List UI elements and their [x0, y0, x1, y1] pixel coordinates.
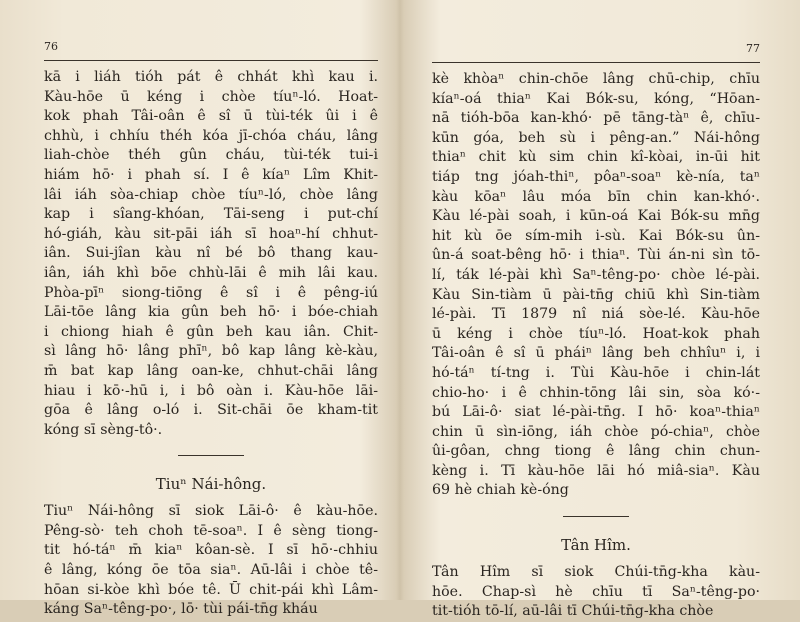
right-page-body: [432, 70, 760, 622]
text-line: hó-táⁿ tí-tng i. Tùi Kàu-hōe i chin-lát: [432, 364, 760, 381]
right-page: [400, 0, 800, 620]
text-line: Kàu Sin-tiàm ū pài-tn̄g chiū khì Sin-tiàm: [432, 286, 760, 303]
text-line: gōa ê lâng o-ló i. Sit-chāi ōe kham-tit: [44, 402, 378, 419]
paragraph: [44, 68, 378, 440]
text-line: hó-giáh, kàu sit-pāi iáh sī hoaⁿ-hí chhut-: [44, 225, 378, 242]
header-rule: [432, 62, 760, 63]
text-line: kèng i. Tī kàu-hōe lāi hó miâ-siaⁿ. Kàu: [432, 462, 760, 479]
text-line: lí, ták lé-pài khì Saⁿ-têng-po· chòe lé-pài.: [432, 266, 760, 283]
left-page-body: [44, 68, 378, 620]
right-page-header: [432, 42, 760, 64]
text-line: thiaⁿ chit kù sim chin kî-kòai, in-ūi hit: [432, 149, 760, 166]
text-line: hōan si-kòe khì bóe tê. Ū chit-pái khì Lâm-: [44, 581, 378, 598]
text-line: hōe. Chap-sì hè chīu tī Saⁿ-têng-po·: [432, 583, 760, 600]
text-line: lé-pài. Tī 1879 nî niá sòe-lé. Kàu-hōe: [432, 306, 760, 323]
paragraph: [432, 563, 760, 622]
text-line: tit hó-táⁿ m̄ kiaⁿ kôan-sè. I sī hō·-chhiu: [44, 542, 378, 559]
text-line: Lāi-tōe lâng kia gûn beh hō· i bóe-chiah: [44, 304, 378, 321]
text-line: tiáp tng jóah-thiⁿ, pôaⁿ-soaⁿ kè-nía, taⁿ: [432, 168, 760, 185]
paragraph: [432, 70, 760, 501]
section-divider: [432, 501, 760, 531]
text-line: kóng sī sèng-tô·.: [44, 421, 163, 438]
text-line: tit-tióh tō-lí, aū-lâi tī Chúi-tn̄g-kha chòe: [432, 603, 714, 620]
text-line: kap i sîang-khóan, Tāi-seng i put-chí: [44, 206, 378, 223]
text-line: Kàu lé-pài soah, i kūn-oá Kai Bók-su mn̄g: [432, 208, 760, 225]
section-heading: Tiuⁿ Nái-hông.: [155, 475, 267, 494]
text-line: iân. Sui-jîan kàu nî bé bô thang kau-: [44, 245, 378, 262]
text-line: kūn góa, beh sù i pêng-an.” Nái-hông: [432, 129, 760, 146]
left-page-header: [44, 40, 378, 62]
text-line: iân, iáh khì bōe chhù-lāi ê mih lâi kau.: [44, 264, 378, 281]
text-line: káng Saⁿ-têng-po·, lō· tùi pái-tn̄g kháu: [44, 601, 318, 618]
page-number: 76: [44, 40, 58, 53]
text-line: kok phah Tâi-oân ê sî ū tùi-ték ûi i ê: [44, 108, 378, 125]
text-line: sì lâng hō· lâng phīⁿ, bô kap lâng kè-kàu,: [44, 343, 378, 360]
text-line: ū kéng i chòe tíuⁿ-ló. Hoat-kok phah: [432, 325, 760, 342]
text-line: lâi iáh sòa-chiap chòe tíuⁿ-ló, chòe lâng: [44, 186, 378, 203]
text-line: bú Lāi-ô· siat lé-pài-tn̄g. I hō· koaⁿ-thiaⁿ: [432, 404, 760, 421]
text-line: chio-ho· i ê chhin-tōng lâi sin, sòa kó·-: [432, 384, 760, 401]
text-line: Phòa-pīⁿ siong-tiōng ê sî i ê pêng-iú: [44, 284, 378, 301]
text-line: Pêng-sò· teh choh tē-soaⁿ. I ê sèng tiong-: [44, 522, 378, 539]
text-line: i chiong hiah ê gûn beh kau iân. Chit-: [44, 323, 378, 340]
text-line: Tâi-oân ê sî ū pháiⁿ lâng beh chhîuⁿ i, i: [432, 345, 760, 362]
text-line: ê lâng, kóng ōe tōa siaⁿ. Aū-lâi i chòe tê-: [44, 562, 378, 579]
text-line: kàu kōaⁿ lâu móa bīn chin kan-khó·.: [432, 188, 760, 205]
text-line: hit kù ōe sím-mih i-sù. Kai Bók-su ûn-: [432, 227, 760, 244]
section-divider: [44, 440, 378, 470]
text-line: kíaⁿ-oá thiaⁿ Kai Bók-su, kóng, “Hōan-: [432, 90, 760, 107]
text-line: hiau i kō·-hū i, i bô oàn i. Kàu-hōe lāi-: [44, 382, 378, 399]
left-page: [0, 0, 400, 618]
text-line: 69 hè chiah kè-óng: [432, 482, 569, 499]
text-line: kā i liáh tióh pát ê chhát khì kau i.: [44, 69, 378, 85]
text-line: ûn-á soat-bêng hō· i thiaⁿ. Tùi án-ni sìn tō-: [432, 247, 760, 264]
text-line: Tân Hîm sī siok Chúi-tn̄g-kha kàu-: [432, 564, 760, 581]
text-line: chin ū sìn-iōng, iáh chòe pó-chiaⁿ, chòe: [432, 423, 760, 440]
text-line: ûi-gôan, chng tiong ê lâng chin chun-: [432, 443, 760, 460]
section-heading: Tân Hîm.: [561, 536, 631, 555]
text-line: Kàu-hōe ū kéng i chòe tíuⁿ-ló. Hoat-: [44, 88, 378, 105]
text-line: nā tióh-bōa kan-khó· pē tāng-tàⁿ ê, chīu-: [432, 110, 760, 127]
text-line: Tiuⁿ Nái-hông sī siok Lāi-ô· ê kàu-hōe.: [44, 503, 378, 520]
header-rule: [44, 60, 378, 61]
text-line: kè khòaⁿ chin-chōe lâng chū-chip, chīu: [432, 71, 760, 87]
text-line: liah-chòe théh gûn cháu, tùi-ték tui-i: [44, 147, 378, 164]
text-line: chhù, i chhíu théh kóa jī-chóa cháu, lâng: [44, 127, 378, 144]
text-line: hiám hō· i phah sí. I ê kíaⁿ Lîm Khit-: [44, 166, 378, 183]
paragraph: [44, 502, 378, 620]
page-number: 77: [746, 42, 760, 55]
text-line: m̄ bat kap lâng oan-ke, chhut-chāi lâng: [44, 362, 378, 379]
